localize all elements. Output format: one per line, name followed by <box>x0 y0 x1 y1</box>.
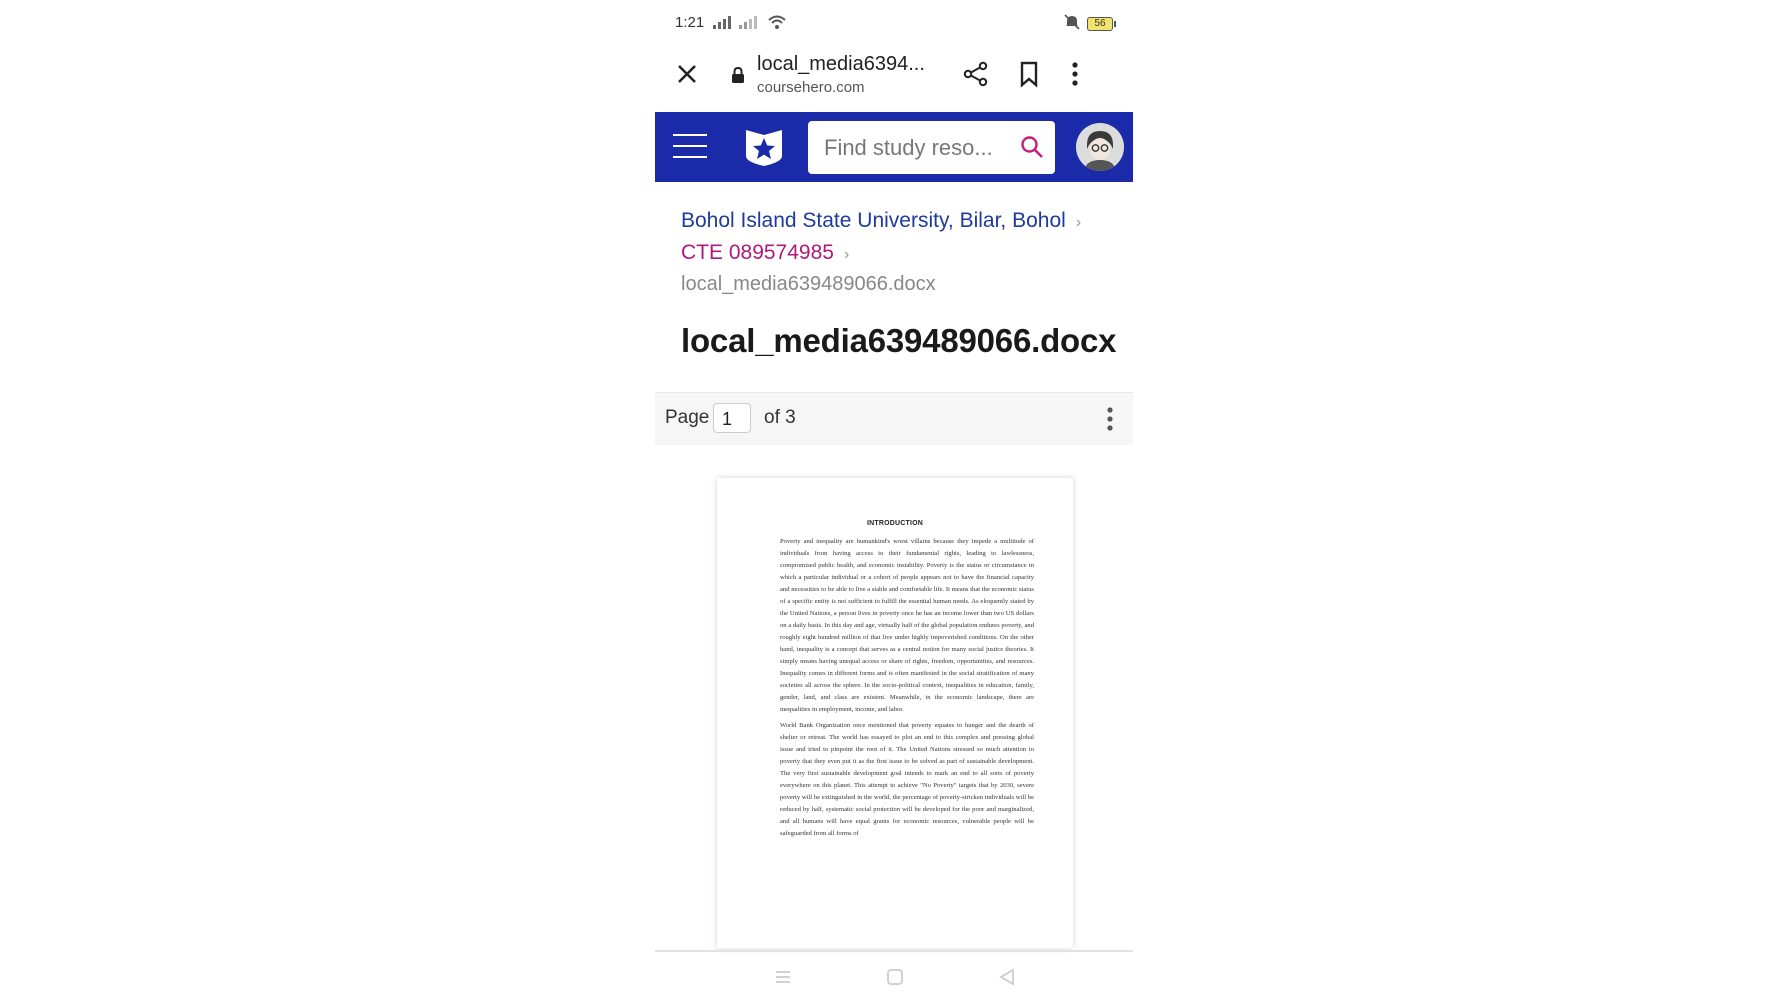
url-title[interactable]: local_media6394... <box>757 53 925 75</box>
share-icon <box>962 60 990 88</box>
preview-body <box>780 536 1034 844</box>
back-button[interactable] <box>997 968 1017 991</box>
lock-icon <box>731 66 745 89</box>
more-vertical-icon <box>1105 405 1115 433</box>
status-right <box>1063 14 1113 34</box>
system-nav-bar <box>655 962 1133 996</box>
close-icon <box>671 58 703 90</box>
status-time: 1:21 <box>675 14 705 31</box>
breadcrumb-course[interactable] <box>681 241 849 265</box>
search-input[interactable] <box>822 133 1006 163</box>
search-icon[interactable] <box>1019 134 1045 165</box>
bookmark-icon <box>1017 60 1041 88</box>
document-title: local_media639489066.docx <box>681 322 1117 359</box>
avatar-icon <box>1076 123 1124 171</box>
chevron-right-icon: › <box>843 246 850 263</box>
browser-toolbar <box>655 44 1133 104</box>
back-icon <box>997 968 1017 986</box>
logo-icon <box>743 126 785 168</box>
battery-icon: 56 <box>1087 17 1113 31</box>
cellular-signal-icon <box>713 16 757 29</box>
home-button[interactable] <box>885 968 905 991</box>
page-number-input[interactable]: 1 <box>713 403 751 433</box>
chevron-right-icon: › <box>1075 214 1082 231</box>
share-button[interactable] <box>962 60 990 93</box>
more-vertical-icon <box>1069 60 1081 88</box>
recent-apps-button[interactable] <box>773 968 793 991</box>
mute-icon <box>1063 14 1081 34</box>
breadcrumb-label: Bohol Island State University, Bilar, Bohol <box>681 209 1066 232</box>
close-button[interactable] <box>671 58 703 90</box>
phone-screen <box>655 0 1133 1000</box>
browser-menu-button[interactable] <box>1069 60 1081 93</box>
preview-heading: INTRODUCTION <box>866 520 924 527</box>
search-box <box>808 121 1055 174</box>
breadcrumb-current: local_media639489066.docx <box>681 273 936 295</box>
breadcrumb-university[interactable] <box>681 209 1081 233</box>
home-icon <box>885 968 905 986</box>
preview-paragraph: Poverty and inequality are humankind's worst villains because they impede a multitude of individuals from having access to their fundamental rights, leading to lawlessness, compromised public health, and economic instability. Poverty is the status or circumstance in which a particular individual or a cohort of people appears not to have the financial capacity and necessities to be able to live a stable and comfortable life. It means that the economic status of a specific entity is not sufficient to fulfill the essential human needs. As eloquently stated by the United Nations, a person lives in poverty once he has an income lower than two US dollars on a daily basis. In this day and age, virtually half of the global population endures poverty, and roughly eight hundred million of that live under highly impoverished conditions. On the other hand, inequality is a concept that serves as a central notion for many social justice theories. It simply means having unequal access or share of rights, freedom, opportunities, and resources. Inequality comes in different forms and is often manifested in the social stratification of many societies all across the sphere. In the socio-political context, inequalities in education, family, gender, land, and class are existent. Meanwhile, in the economic landscape, there are inequalities in employment, income, and labor. <box>780 538 1034 713</box>
page-total: of 3 <box>764 407 796 428</box>
site-logo[interactable] <box>743 126 785 168</box>
wifi-icon <box>768 14 786 34</box>
status-bar <box>675 14 1113 34</box>
preview-paragraph: World Bank Organization once mentioned that poverty equates to hunger and the dearth of shelter or retreat. The world has essayed to plot an end to this complex and pressing global issue and tried to pinpoint the root of it. The United Nations stressed so much attention to poverty that they even put it as the first issue to be solved as part of sustainable development. The very first sustainable development goal intends to mark an end to all sorts of poverty everywhere on this planet. This attempt to achieve "No Poverty" targets that by 2030, severe poverty will be extinguished in the world, the percentage of poverty-stricken individuals will be reduced by half, systematic social protection will be developed for the poor and marginalized, and all humans will have equal grants for economic resources, vulnerable people will be safeguarded from all forms of <box>780 722 1034 837</box>
bookmark-button[interactable] <box>1017 60 1041 93</box>
document-preview[interactable] <box>717 478 1073 948</box>
breadcrumb-label: CTE 089574985 <box>681 241 834 264</box>
document-options-button[interactable] <box>1105 405 1115 438</box>
recents-icon <box>773 968 793 986</box>
page-label: Page <box>665 407 710 428</box>
divider <box>655 950 1133 952</box>
site-header <box>655 112 1133 182</box>
menu-button[interactable] <box>673 134 707 160</box>
url-domain[interactable]: coursehero.com <box>757 79 865 96</box>
user-avatar[interactable] <box>1076 123 1124 171</box>
page-navigator <box>655 392 1133 445</box>
